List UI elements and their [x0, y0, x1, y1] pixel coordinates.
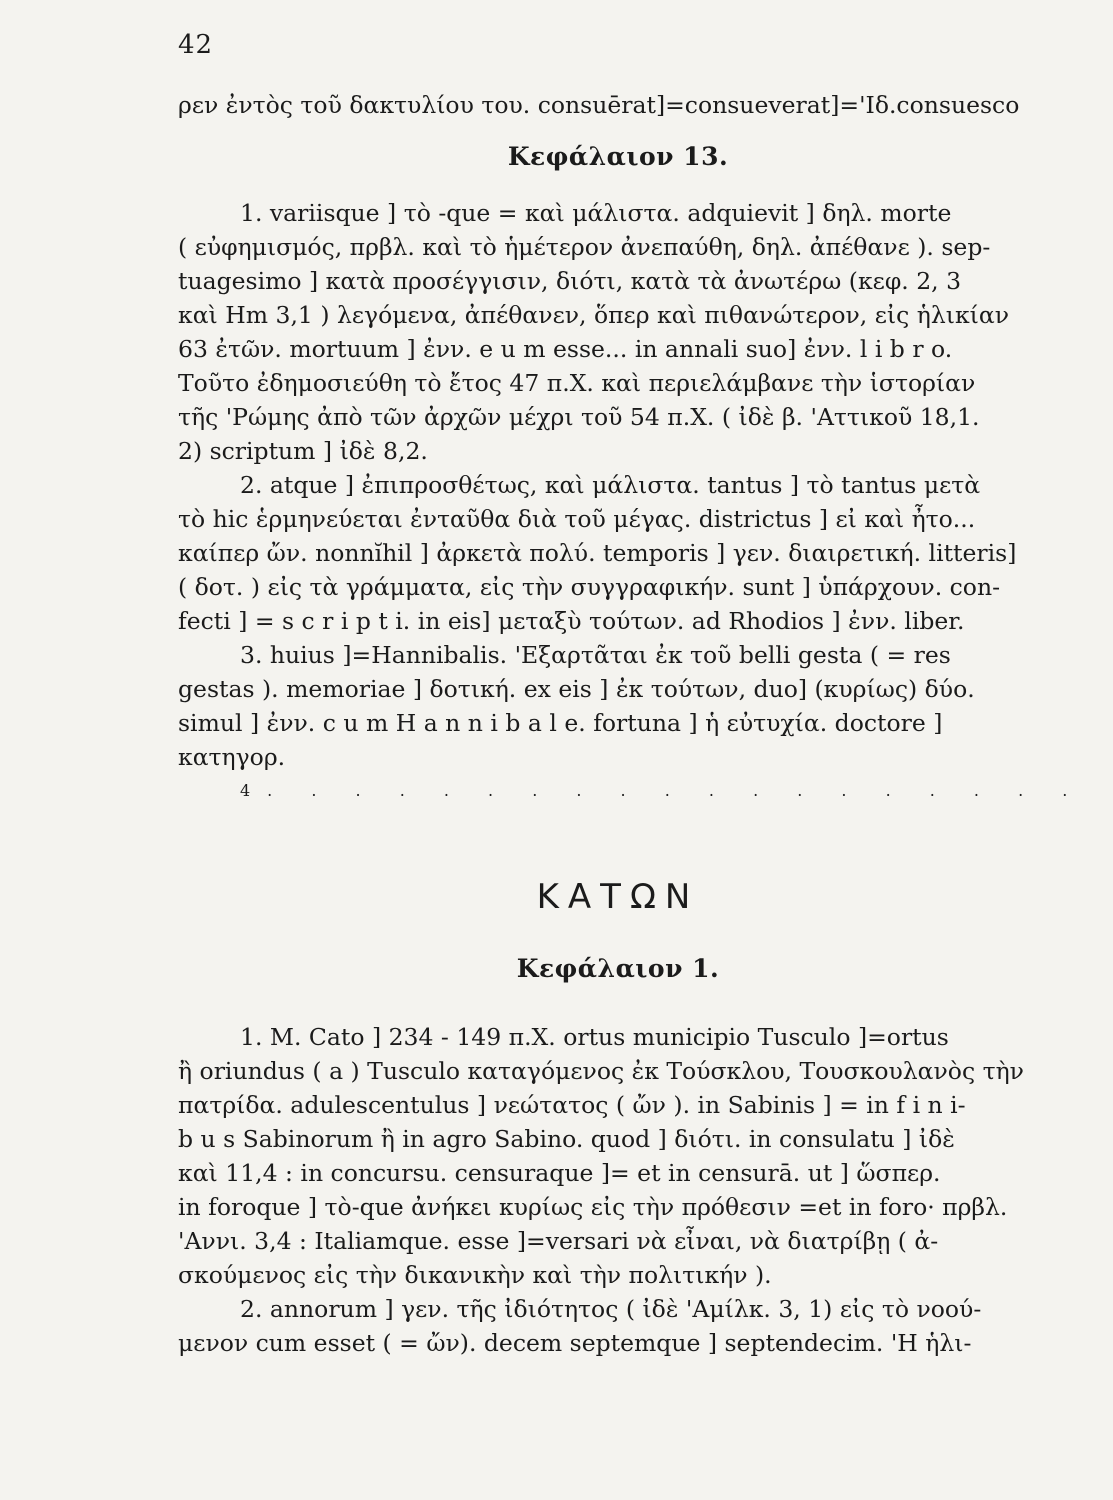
text-line: καὶ Hm 3,1 ) λεγόμενα, ἀπέθανεν, ὅπερ καὶ πιθανώτερον, εἰς ἡλικίαν [178, 301, 1010, 329]
text-line: Τοῦτο ἐδημοσιεύθη τὸ ἔτος 47 π.Χ. καὶ περιελάμβανε τὴν ἱστορίαν [178, 369, 976, 397]
text-line: ( δοτ. ) εἰς τὰ γράμματα, εἰς τὴν συγγραφικήν. sunt ] ὑπάρχουν. con- [178, 573, 1001, 601]
text-line: σκούμενος εἰς τὴν δικανικὴν καὶ τὴν πολιτικήν ). [178, 1261, 772, 1289]
chapter-heading: Κεφάλαιον 13. [507, 142, 729, 171]
text-line: 2) scriptum ] ἰδὲ 8,2. [178, 437, 428, 465]
text-line: καίπερ ὤν. nonnĭhil ] ἀρκετὰ πολύ. temporis ] γεν. διαιρετική. litteris] [178, 539, 1017, 567]
ellipsis-line: 4. . . . . . . . . . . . . . . . . . . [240, 781, 1085, 800]
text-line: 3. huius ]=Hannibalis. 'Εξαρτᾶται ἐκ τοῦ belli gesta ( = res [240, 641, 951, 669]
text-line: gestas ). memoriae ] δοτική. ex eis ] ἐκ τούτων, duo] (κυρίως) δύο. [178, 675, 975, 703]
text-line: καὶ 11,4 : in concursu. censuraque ]= et in censurā. ut ] ὥσπερ. [178, 1159, 941, 1187]
text-line: μενον cum esset ( = ὤν). decem septemque ] septendecim. 'Η ἡλι- [178, 1329, 972, 1357]
text-line: simul ] ἐνν. c u m H a n n i b a l e. fortuna ] ἡ εὐτυχία. doctore ] [178, 709, 943, 737]
text-line: κατηγορ. [178, 743, 286, 771]
text-line: τῆς 'Ρώμης ἀπὸ τῶν ἀρχῶν μέχρι τοῦ 54 π.Χ. ( ἰδὲ β. 'Αττικοῦ 18,1. [178, 403, 980, 431]
text-line: πατρίδα. adulescentulus ] νεώτατος ( ὤν ). in Sabinis ] = in f i n i- [178, 1091, 966, 1119]
text-line: 'Αννι. 3,4 : Italiamque. esse ]=versari νὰ εἶναι, νὰ διατρίβῃ ( ἀ- [178, 1227, 939, 1255]
section-title: ΚΑΤΩΝ [536, 877, 700, 917]
text-line: tuagesimo ] κατὰ προσέγγισιν, διότι, κατὰ τὰ ἀνωτέρω (κεφ. 2, 3 [178, 267, 962, 295]
commentary-text [178, 88, 1085, 1360]
text-line: 2. atque ] ἐπιπροσθέτως, καὶ μάλιστα. tantus ] τὸ tantus μετὰ [240, 471, 981, 499]
page-number: 42 [178, 30, 214, 60]
text-line: 1. variisque ] τὸ -que = καὶ μάλιστα. adquievit ] δηλ. morte [240, 199, 952, 227]
text-line: ρεν ἐντὸς τοῦ δακτυλίου του. consuērat]=consueverat]='Ιδ.consuesco [178, 91, 1020, 119]
text-line: 2. annorum ] γεν. τῆς ἰδιότητος ( ἰδὲ 'Αμίλκ. 3, 1) εἰς τὸ νοού- [240, 1295, 982, 1323]
text-line: ἢ oriundus ( a ) Tusculo καταγόμενος ἐκ Τούσκλου, Τουσκουλανὸς τὴν [178, 1057, 1024, 1085]
chapter-heading: Κεφάλαιον 1. [516, 954, 720, 983]
text-line: τὸ hic ἑρμηνεύεται ἐνταῦθα διὰ τοῦ μέγας. districtus ] εἰ καὶ ἦτο... [178, 505, 976, 533]
text-line: b u s Sabinorum ἢ in agro Sabino. quod ] διότι. in consulatu ] ἰδὲ [178, 1125, 955, 1153]
text-line: 63 ἐτῶν. mortuum ] ἐνν. e u m esse... in annali suo] ἐνν. l i b r o. [178, 335, 953, 363]
text-line: 1. M. Cato ] 234 - 149 π.Χ. ortus municipio Tusculo ]=ortus [240, 1023, 949, 1051]
text-line: in foroque ] τὸ-que ἀνήκει κυρίως εἰς τὴν πρόθεσιν =et in foro· πρβλ. [178, 1193, 1008, 1221]
text-line: fecti ] = s c r i p t i. in eis] μεταξὺ τούτων. ad Rhodios ] ἐνν. liber. [178, 607, 965, 635]
text-line: ( εὐφημισμός, πρβλ. καὶ τὸ ἡμέτερον ἀνεπαύθη, δηλ. ἀπέθανε ). sep- [178, 233, 991, 261]
